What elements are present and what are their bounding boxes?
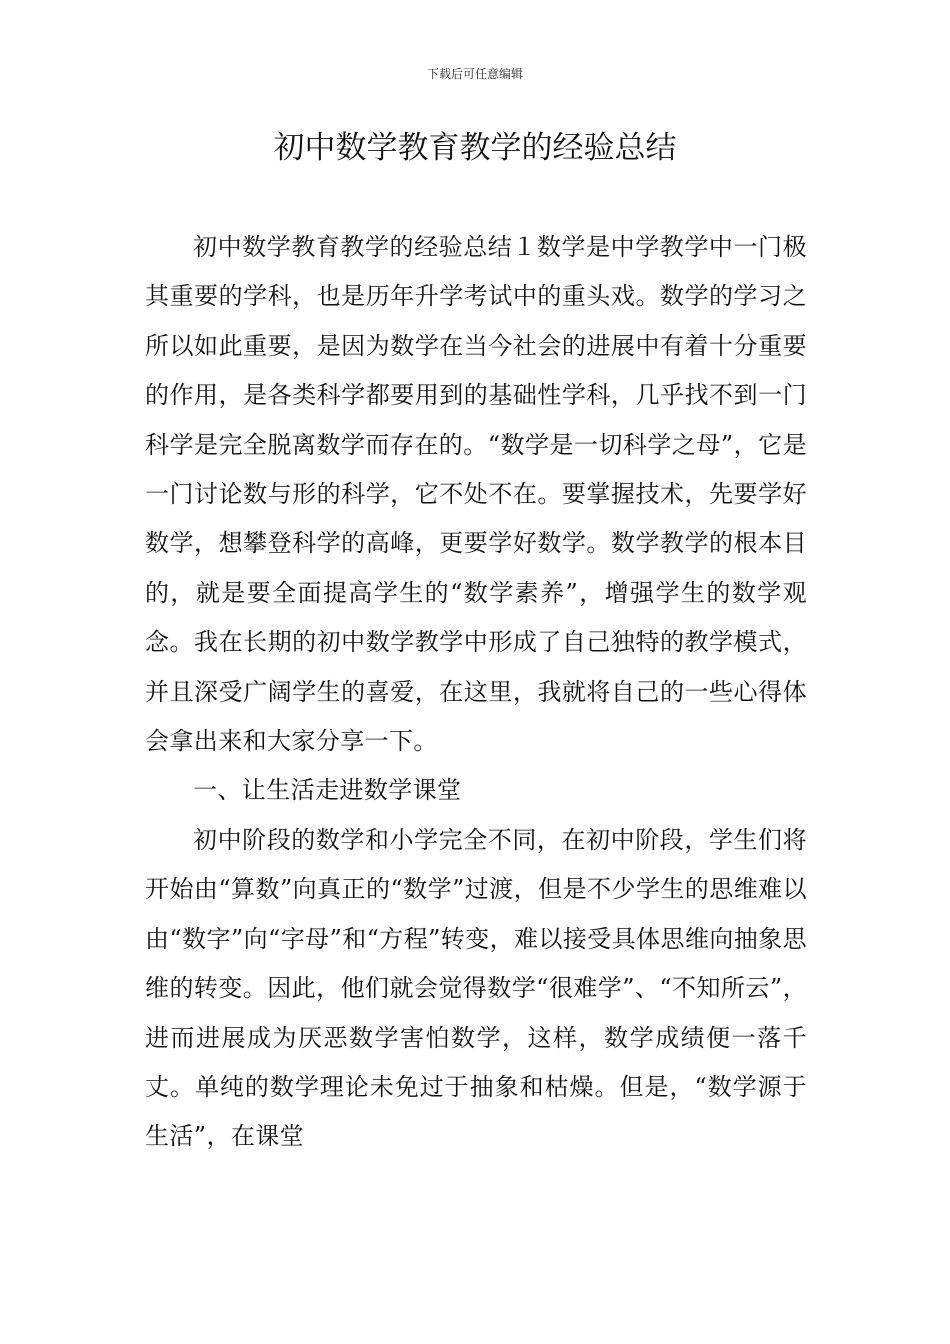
document-body xyxy=(145,223,807,1162)
document-title: 初中数学教育教学的经验总结 xyxy=(273,130,677,166)
header-note: 下载后可任意编辑 xyxy=(426,67,523,81)
paragraph-section-1: 初中阶段的数学和小学完全不同，在初中阶段，学生们将开始由“算数”向真正的“数学”过渡，但是不少学生的思维难以由“数字”向“字母”和“方程”转变，难以接受具体思维向抽象思维的转变。因此，他们就会觉得数学“很难学”、“不知所云”，进而进展成为厌恶数学害怕数学，这样，数学成绩便一落千丈。单纯的数学理论未免过于抽象和枯燥。但是，“数学源于生活”，在课堂 xyxy=(145,825,807,1151)
paragraph-intro: 初中数学教育教学的经验总结１数学是中学教学中一门极其重要的学科，也是历年升学考试中的重头戏。数学的学习之所以如此重要，是因为数学在当今社会的进展中有着十分重要的作用，是各类科学都要用到的基础性学科，几乎找不到一门科学是完全脱离数学而存在的。“数学是一切科学之母”，它是一门讨论数与形的科学，它不处不在。要掌握技术，先要学好数学，想攀登科学的高峰，更要学好数学。数学教学的根本目的，就是要全面提高学生的“数学素养”，增强学生的数学观念。我在长期的初中数学教学中形成了自己独特的教学模式，并且深受广阔学生的喜爱，在这里，我就将自己的一些心得体会拿出来和大家分享一下。 xyxy=(145,233,807,756)
section-heading-1: 一、让生活走进数学课堂 xyxy=(193,776,462,805)
